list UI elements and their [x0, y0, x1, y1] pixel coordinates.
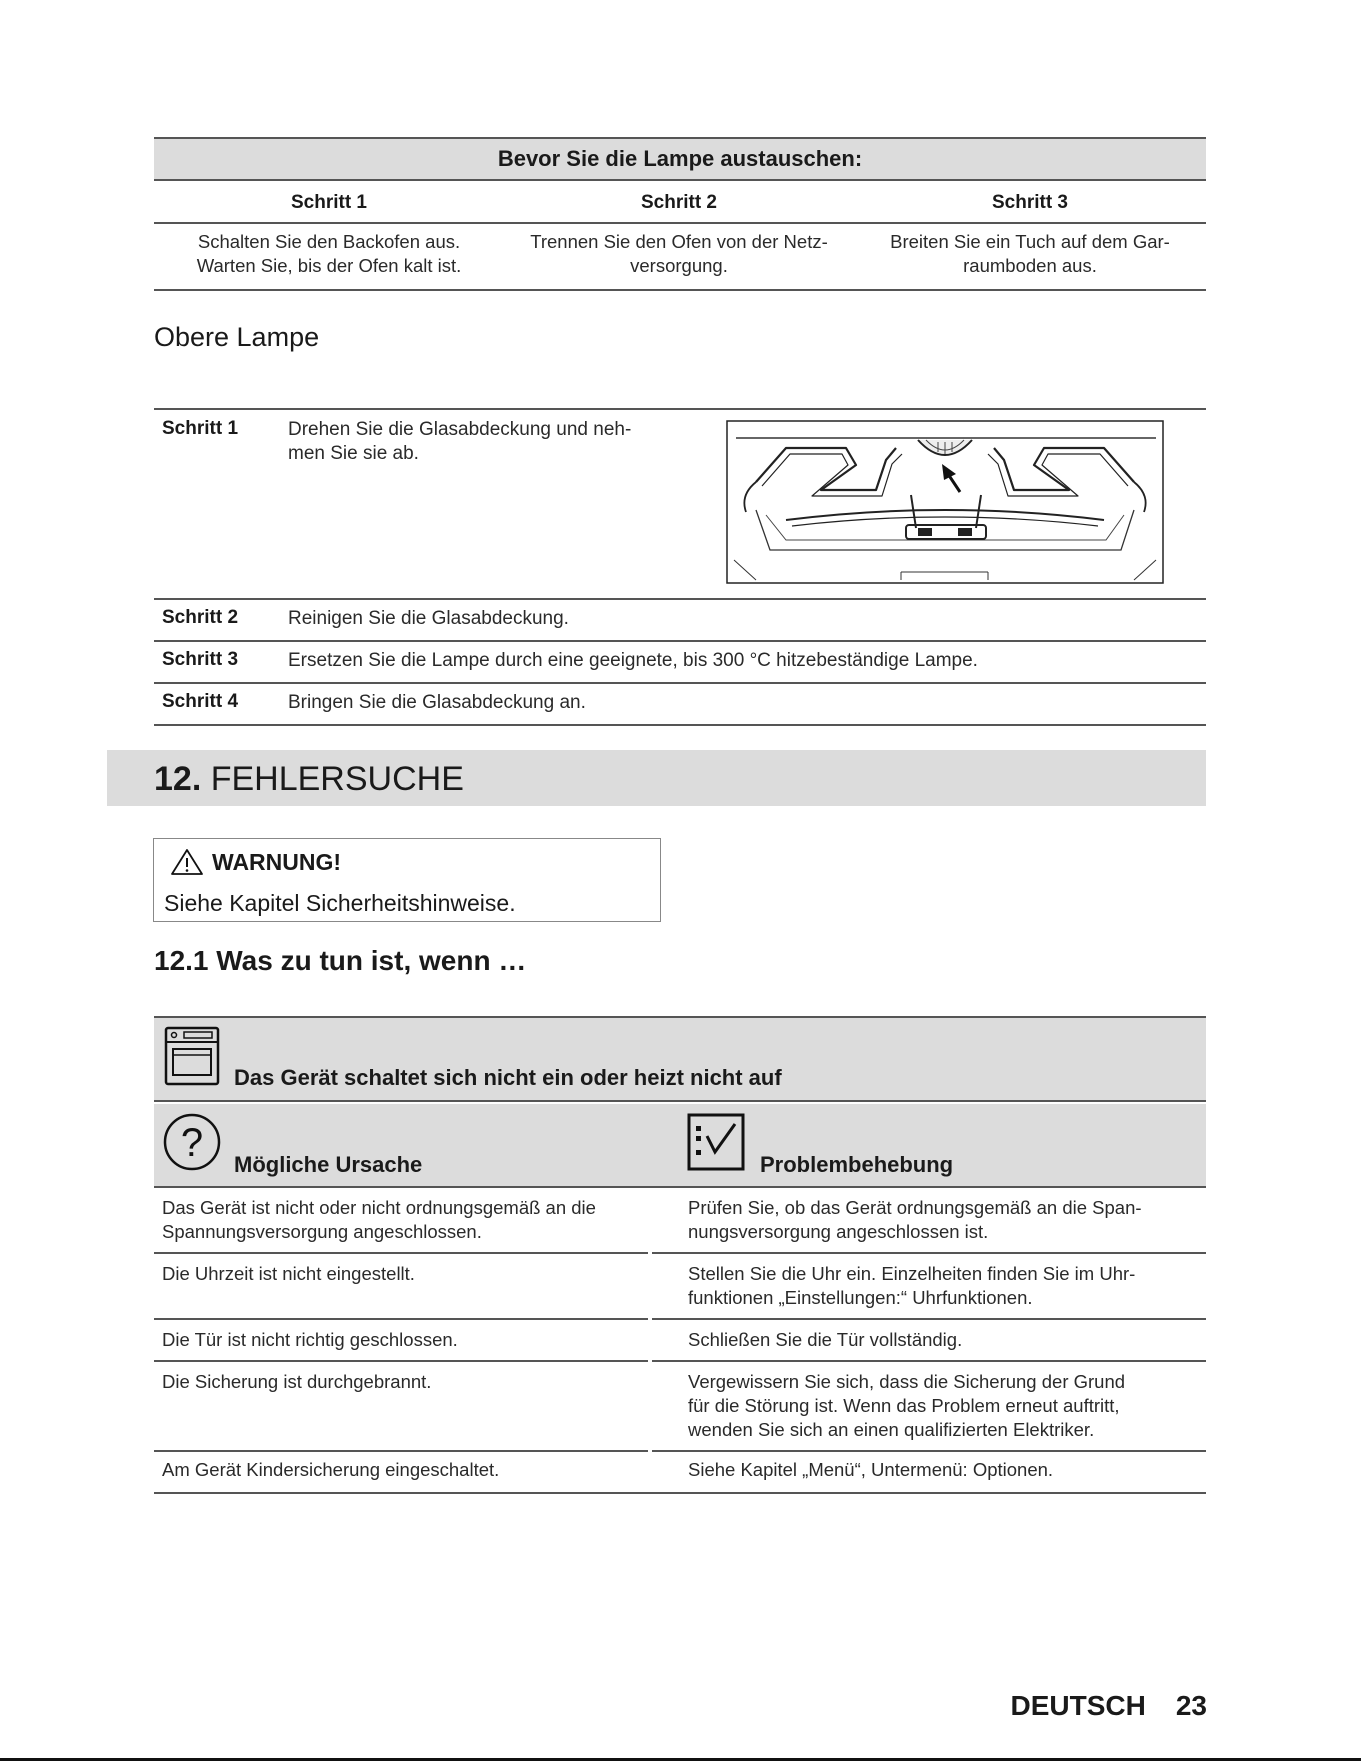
- divider: [154, 724, 1206, 726]
- divider: [154, 1252, 648, 1254]
- footer-language: DEUTSCH: [1010, 1690, 1146, 1721]
- svg-text:?: ?: [180, 1121, 204, 1165]
- question-mark-icon: [162, 1112, 222, 1172]
- lamp-prep-title: Bevor Sie die Lampe austauschen:: [154, 137, 1206, 181]
- upper-lamp-step-4-label: Schritt 4: [162, 691, 239, 712]
- upper-lamp-step-2-label: Schritt 2: [162, 607, 239, 628]
- row-3-remedy: Schließen Sie die Tür vollständig.: [688, 1329, 963, 1350]
- problem-title: Das Gerät schaltet sich nicht ein oder heizt nicht auf: [234, 1065, 782, 1090]
- row-2-remedy: Stellen Sie die Uhr ein. Einzelheiten finden Sie im Uhr- funktionen „Einstellungen:“ Uhrfunktionen.: [688, 1263, 1136, 1308]
- upper-lamp-step-1-text: Drehen Sie die Glasabdeckung und neh- men Sie sie ab.: [288, 419, 632, 464]
- divider: [154, 1450, 648, 1452]
- warning-triangle-icon: [170, 848, 204, 876]
- cause-column-header: Mögliche Ursache: [234, 1152, 423, 1177]
- divider: [652, 1360, 1206, 1362]
- row-5-remedy: Siehe Kapitel „Menü“, Untermenü: Optionen.: [688, 1459, 1054, 1480]
- row-3-cause: Die Tür ist nicht richtig geschlossen.: [162, 1329, 458, 1350]
- warning-title: WARNUNG!: [212, 848, 342, 875]
- divider: [154, 640, 1206, 642]
- oven-icon: [164, 1026, 220, 1086]
- lamp-prep-step-3-text: Breiten Sie ein Tuch auf dem Gar- raumboden aus.: [890, 231, 1170, 276]
- chapter-title: 12. FEHLERSUCHE: [154, 760, 464, 798]
- upper-lamp-step-3-label: Schritt 3: [162, 649, 239, 670]
- divider: [154, 222, 1206, 224]
- divider: [652, 1252, 1206, 1254]
- divider: [154, 1318, 648, 1320]
- divider: [154, 408, 1206, 410]
- upper-lamp-step-1-label: Schritt 1: [162, 418, 239, 439]
- row-2-cause: Die Uhrzeit ist nicht eingestellt.: [162, 1263, 415, 1284]
- upper-lamp-step-4-text: Bringen Sie die Glasabdeckung an.: [288, 692, 586, 713]
- divider: [154, 598, 1206, 600]
- row-4-cause: Die Sicherung ist durchgebrannt.: [162, 1371, 432, 1392]
- divider: [154, 1360, 648, 1362]
- divider: [154, 289, 1206, 291]
- upper-lamp-heading: Obere Lampe: [154, 322, 320, 352]
- row-4-remedy: Vergewissern Sie sich, dass die Sicherung der Grund für die Störung ist. Wenn das Problem erneut auftritt, wenden Sie sich an einen qualifizierten Elektriker.: [688, 1371, 1126, 1440]
- page-number: 23: [1175, 1690, 1207, 1721]
- divider: [652, 1450, 1206, 1452]
- upper-lamp-step-2-text: Reinigen Sie die Glasabdeckung.: [288, 608, 569, 629]
- row-5-cause: Am Gerät Kindersicherung eingeschaltet.: [162, 1459, 500, 1480]
- checklist-icon: [686, 1112, 746, 1172]
- divider: [154, 682, 1206, 684]
- page-footer: [1011, 1690, 1208, 1722]
- lamp-prep-step-2-text: Trennen Sie den Ofen von der Netz- versorgung.: [530, 231, 828, 276]
- remedy-column-header: Problembehebung: [760, 1152, 954, 1177]
- lamp-prep-step-1-text: Schalten Sie den Backofen aus. Warten Sie, bis der Ofen kalt ist.: [196, 231, 462, 276]
- lamp-prep-step-3-label: Schritt 3: [991, 192, 1069, 213]
- lamp-prep-step-2-label: Schritt 2: [640, 192, 718, 213]
- row-1-cause: Das Gerät ist nicht oder nicht ordnungsgemäß an die Spannungsversorgung angeschlossen.: [162, 1197, 596, 1242]
- lamp-prep-step-1-label: Schritt 1: [290, 192, 368, 213]
- divider: [154, 1492, 1206, 1494]
- row-1-remedy: Prüfen Sie, ob das Gerät ordnungsgemäß an die Span- nungsversorgung angeschlossen ist.: [688, 1197, 1142, 1242]
- section-title: 12.1 Was zu tun ist, wenn …: [154, 945, 527, 976]
- warning-text: Siehe Kapitel Sicherheitshinweise.: [164, 890, 516, 916]
- upper-lamp-step-3-text: Ersetzen Sie die Lampe durch eine geeignete, bis 300 °C hitzebeständige Lampe.: [288, 650, 978, 671]
- oven-lamp-illustration: [726, 420, 1164, 584]
- divider: [652, 1318, 1206, 1320]
- warning-header: [170, 848, 341, 876]
